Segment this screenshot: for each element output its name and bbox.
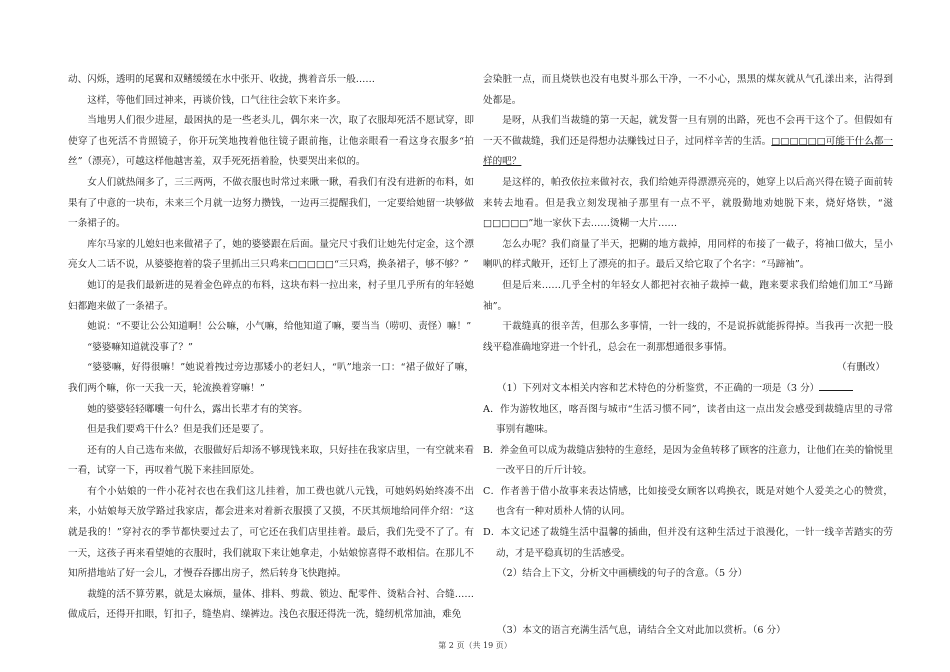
question-3: （3）本文的语言充满生活气息，请结合全文对此加以赏析。（6 分） — [497, 624, 786, 636]
paragraph: 是这样的，帕孜依拉来做衬衣，我们给她弄得漂漂亮亮的，她穿上以后高兴得在镜子面前转来转去地看。但是我立刻发现袖子那里有一点不平，就殷勤地劝她脱下来，烧好烙铁，“滋□□□□□”地一家伙下去……烫糊一大片…… — [483, 176, 893, 230]
underlined-sentence: □□□□□□可能干什么都一样的吧？ — [483, 135, 894, 168]
paragraph: 怎么办呢？我们商量了半天，把糊的地方裁掉，用同样的布接了一截子，将袖口做大，呈小喇叭的样式敞开，还钉上了漂亮的扣子。最后又给它取了个名字：“马蹄袖”。 — [483, 238, 893, 271]
paragraph: 当地男人们很少进屋，最困执的是一些老头儿，偶尔来一次，取了衣服却死活不愿试穿，即使穿了也死活不肯照镜子，你开玩笑地拽着他往镜子跟前拖，让他亲眼看一看这身衣服多“拍丝”（漂亮），可越这样他越害羞，双手死死捂着脸，快要哭出来似的。 — [68, 115, 474, 168]
paragraph: 会染脏一点，而且烧铁也没有电熨斗那么干净，一不小心，黑黑的煤灰就从气孔漾出来，沾得到处都是。 — [483, 74, 893, 106]
paragraph: 但是后来……几乎全村的年轻女人都把衬衣袖子裁掉一截，跑来要求我们给她们加工“马蹄袖”。 — [483, 279, 893, 312]
paragraph: 动、闪烁，透明的尾翼和双鳍缓缓在水中张开、收拢，携着音乐一般…… — [68, 74, 375, 85]
paragraph: “婆婆嘛，好得很嘛！”她说着拽过旁边那矮小的老妇人，“叭”地亲一口：“裙子做好了嘛，我们两个嘛，你一天我一天，轮流换着穿嘛！” — [68, 362, 474, 394]
paragraph: 她的婆婆轻轻嘟囔一句什么，露出长辈才有的笑容。 — [87, 403, 308, 415]
paragraph: “婆婆嘛知道就没事了？” — [87, 341, 193, 353]
right-column — [483, 70, 893, 641]
question-1 — [483, 379, 893, 400]
paragraph: 女人们就热闹多了，三三两两，不做衣服也时常过来瞅一瞅，看我们有没有进新的布料，如果有了中意的一块布，未来三个月就一边努力攒钱，一边再三提醒我们，一定要给她留一块够做一条裙子的。 — [68, 176, 474, 230]
paragraph: 她说：“不要让公公知道啊！公公嘛，小气嘛，给他知道了嘛，要当当（唠叨、责怪）嘛！” — [87, 321, 472, 333]
option-d: D．本文记述了裁缝生活中温馨的插曲，但并没有这种生活过于浪漫化，一针一线辛苦踏实的劳动，才是平稳真切的生活感受。 — [483, 527, 893, 559]
paragraph-text: 是呀，从我们当裁缝的第一天起，就发誓一旦有别的出路，死也不会再干这个了。但假如有一天不做裁缝，我们还是得想办法赚钱过日子，过同样辛苦的生活。 — [483, 115, 893, 147]
paragraph: 干裁缝真的很辛苦，但那么多事情，一针一线的，不是说拆就能拆得掉。当我再一次把一股线平稳准确地穿进一个针孔，总会在一刹那想通很多事情。 — [483, 321, 893, 353]
option-c: C．作者善于借小故事来表达情感，比如接受女顾客以鸡换衣，既是对她个人爱美之心的赞赏，也含有一种对质朴人情的认同。 — [483, 485, 893, 518]
paragraph: 库尔马家的儿媳妇也来做裙子了，她的婆婆跟在后面。量完尺寸我们让她先付定金，这个漂亮女人二话不说，从婆婆抱着的袋子里抓出三只鸡来□□□□□“三只鸡，换条裙子，够不够？” — [68, 238, 474, 271]
paragraph: 有个小姑娘的一件小花衬衣也在我们这儿挂着，加工费也就八元钱，可她妈妈始终凑不出来，小姑娘每天放学路过我家店，都会进来对着新衣服摸了又摸，不厌其烦地给同伴介绍：“这就是我的！”穿衬衣的季节都快要过去了，可它还在我们店里挂着。最后，我们先受不了了。有一天，这孩子再来看望她的衣服时，我们就取下来让她拿走，小姑娘惊喜得不敢相信。在那儿不知所措地站了好一会儿，才慢吞吞挪出房子，然后转身飞快跑掉。 — [68, 485, 474, 580]
option-a: A．作为游牧地区，喀吾图与城市“生活习惯不同”，读者由这一点出发会感受到裁缝店里的寻常事别有趣味。 — [483, 403, 893, 436]
paragraph: 这样，等他们回过神来，再谈价钱，口气往往会软下来许多。 — [87, 94, 347, 106]
answer-space — [483, 585, 893, 621]
question-2: （2）结合上下文，分析文中画横线的句子的含意。（5 分） — [497, 568, 748, 580]
page-footer: 第 2 页（共 19 页） — [438, 641, 512, 650]
answer-blank[interactable] — [819, 380, 853, 391]
question-1-text: （1）下列对文本相关内容和艺术特色的分析鉴赏，不正确的一项是（3 分） — [497, 382, 820, 394]
paragraph: 但是我们要鸡干什么？但是我们还是要了。 — [87, 424, 270, 436]
source-note: （有删改） — [837, 362, 885, 374]
paragraph-with-underline — [483, 111, 893, 173]
left-column — [68, 70, 474, 626]
option-b: B．养金鱼可以成为裁缝店独特的生意经，是因为金鱼转移了顾客的注意力，让他们在美的愉悦里一改平日的斤斤计较。 — [483, 444, 893, 477]
paragraph: 裁缝的活不算劳累，就是太麻烦，量体、排料、剪裁、锁边、配零件、烫粘合衬、合缝……做成后，还得开扣眼，钉扣子，缝垫肩、缲裤边。浅色衣服还得洗一洗，缝纫机常加油，难免 — [68, 588, 474, 621]
paragraph: 她订的是我们最新进的晃着金色碎点的布料，这块布料一拉出来，村子里几乎所有的年轻媳妇都跑来做了一条裙子。 — [68, 279, 474, 312]
paragraph: 还有的人自己选布来做，衣服做好后却汤不够现钱来取，只好挂在我家店里，一有空就来看一看，试穿一下，再叹着气脱下来挂回原处。 — [68, 444, 474, 477]
